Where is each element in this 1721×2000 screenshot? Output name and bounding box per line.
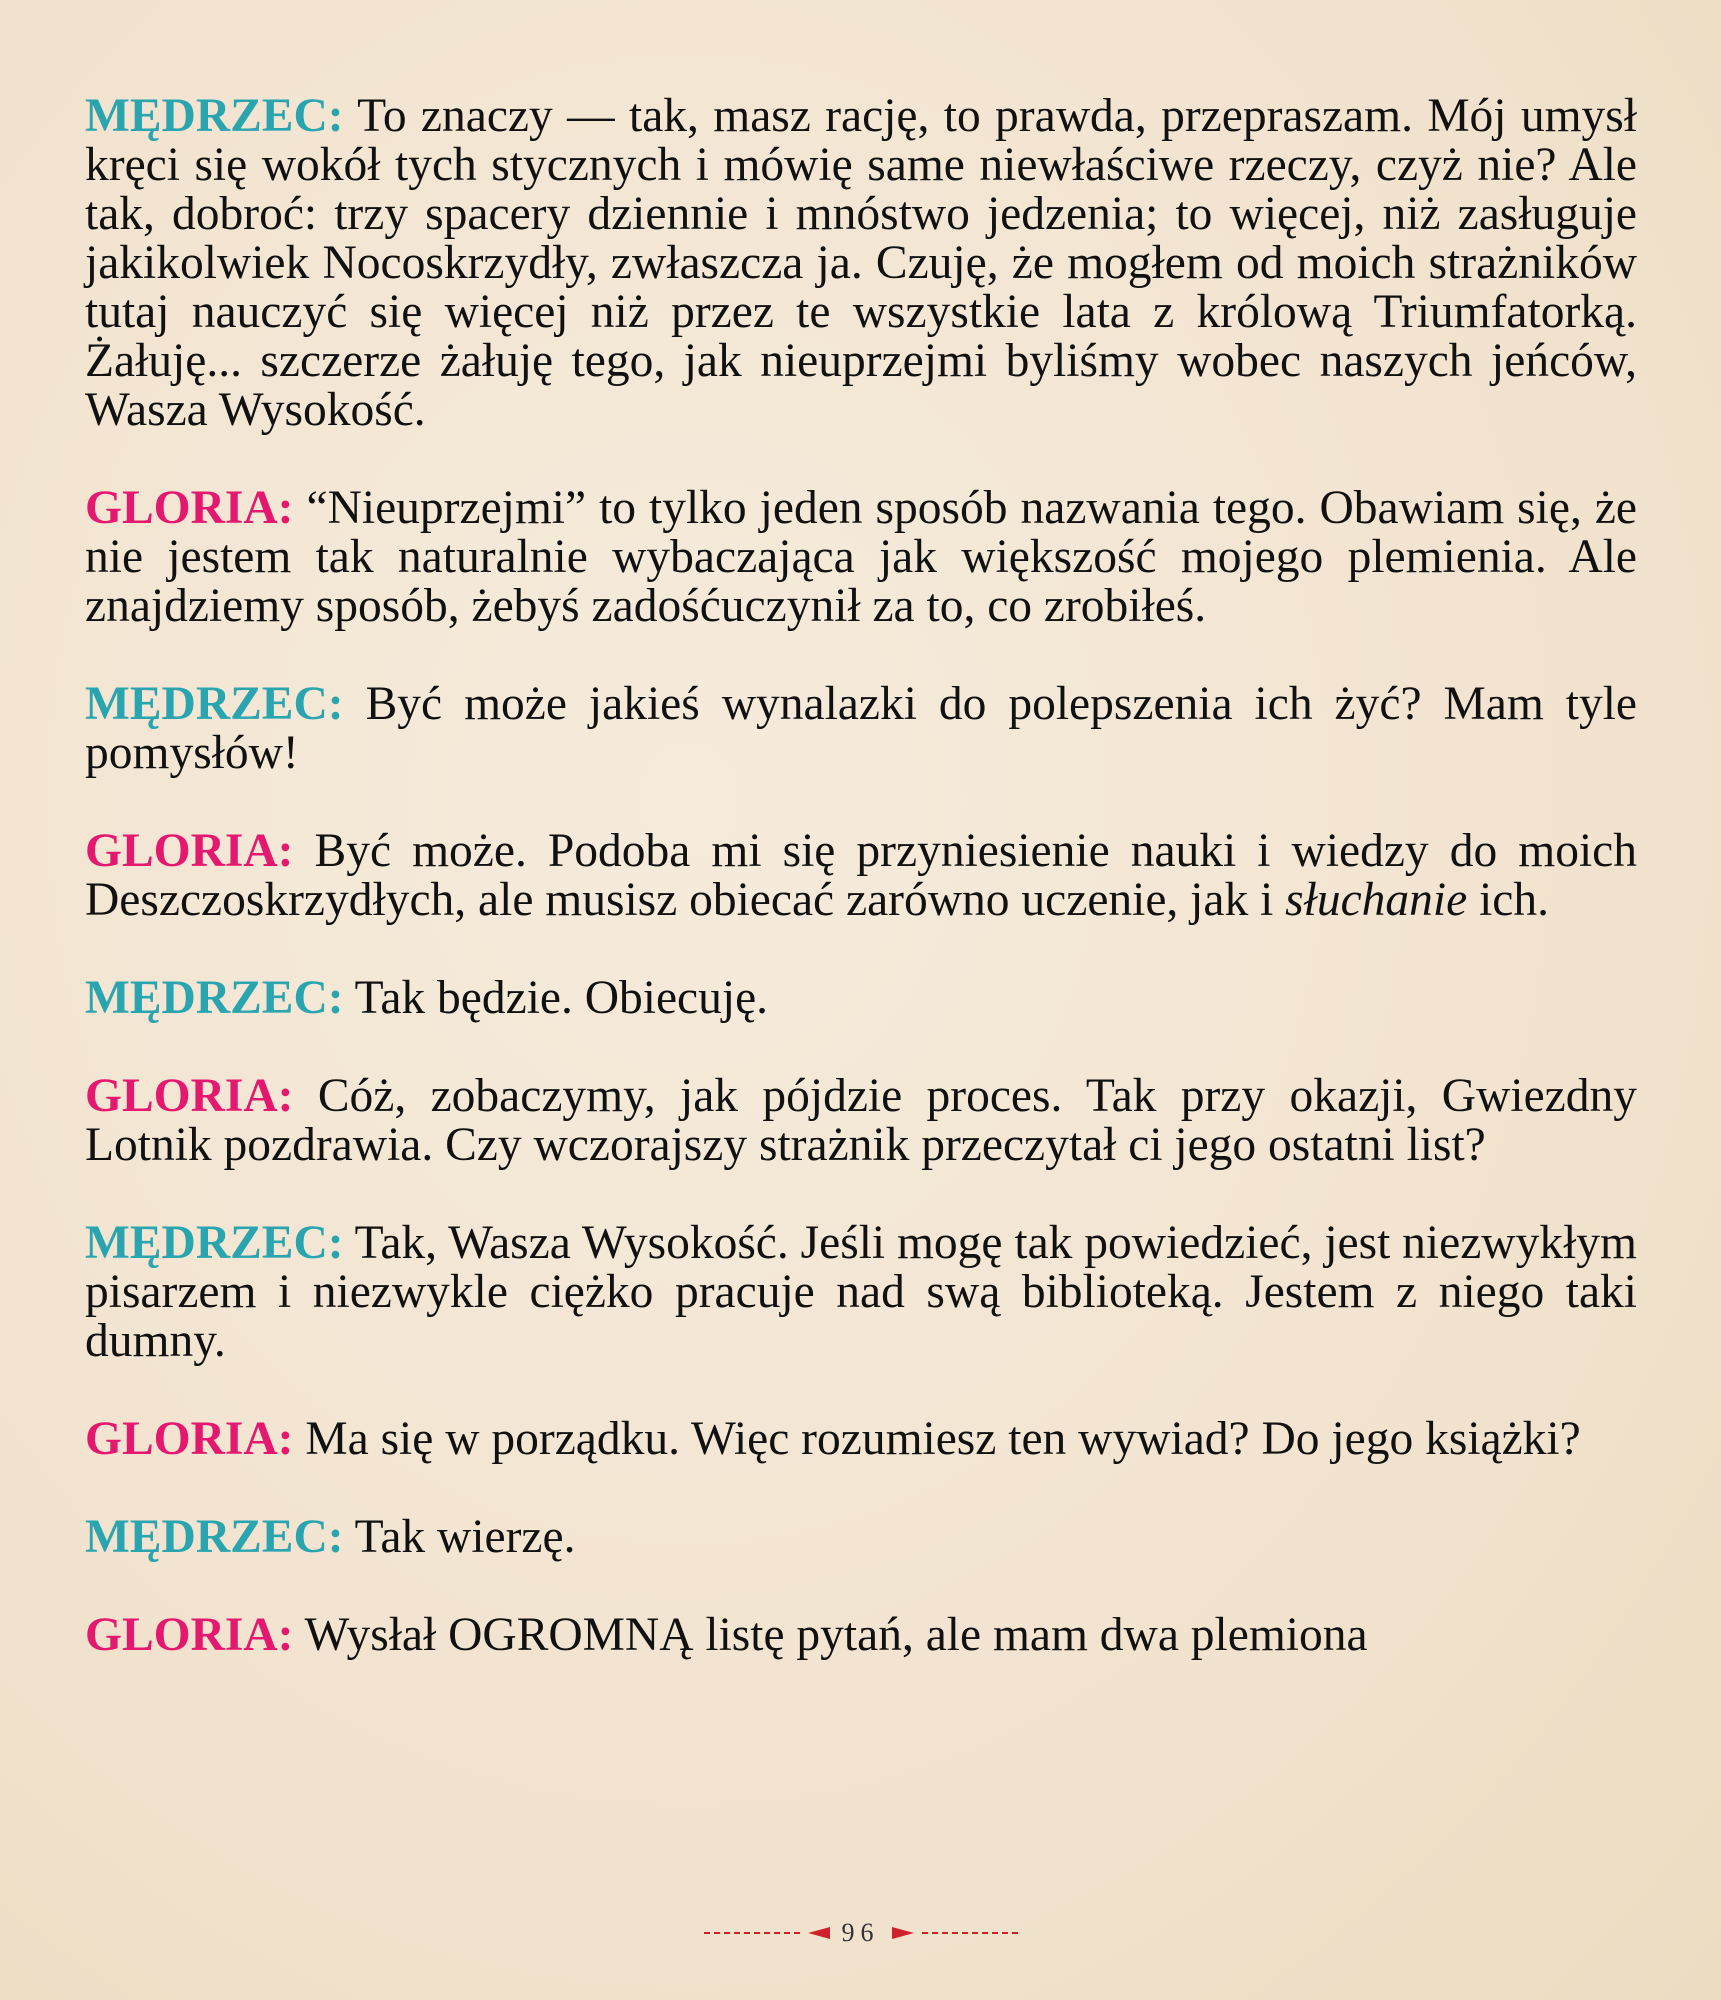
dialogue-text: Być może. Podoba mi się przyniesienie nauki i wiedzy do moich Deszczoskrzydłych, ale musisz obiecać zarówno uczenie, jak i	[85, 825, 1637, 926]
dialogue-text: Ma się w porządku. Więc rozumiesz ten wywiad? Do jego książki?	[293, 1413, 1581, 1465]
speaker-label: GLORIA:	[85, 1609, 294, 1661]
page-body	[85, 92, 1637, 1709]
speaker-label: MĘDRZEC:	[85, 90, 344, 142]
speaker-label: GLORIA:	[85, 482, 294, 534]
dialogue-paragraph	[85, 484, 1637, 631]
dialogue-text: Tak wierzę.	[343, 1511, 576, 1563]
ornament-arrow-right-icon	[892, 1927, 914, 1939]
dialogue-paragraph	[85, 1415, 1637, 1464]
speaker-label: GLORIA:	[85, 825, 294, 877]
dialogue-text: Wysłał OGROMNĄ listę pytań, ale mam dwa plemiona	[293, 1609, 1368, 1661]
dialogue-paragraph	[85, 1072, 1637, 1170]
dialogue-paragraph	[85, 974, 1637, 1023]
dialogue-paragraph	[85, 827, 1637, 925]
dialogue-text: To znaczy — tak, masz rację, to prawda, przepraszam. Mój umysł kręci się wokół tych stycznych i mówię same niewłaściwe rzeczy, czyż nie? Ale tak, dobroć: trzy spacery dziennie i mnóstwo jedzenia; to więcej, niż zasługuje jakikolwiek Nocoskrzydły, zwłaszcza ja. Czuję, że mogłem od moich strażników tutaj nauczyć się więcej niż przez te wszystkie lata z królową Triumfatorką. Żałuję... szczerze żałuję tego, jak nieuprzejmi byliśmy wobec naszych jeńców, Wasza Wysokość.	[85, 90, 1637, 436]
speaker-label: GLORIA:	[85, 1413, 294, 1465]
dialogue-text: “Nieuprzejmi” to tylko jeden sposób nazwania tego. Obawiam się, że nie jestem tak naturalnie wybaczająca jak większość mojego plemienia. Ale znajdziemy sposób, żebyś zadośćuczynił za to, co zrobiłeś.	[85, 482, 1637, 632]
dialogue-text: Być może jakieś wynalazki do polepszenia ich żyć? Mam tyle pomysłów!	[85, 678, 1637, 779]
speaker-label: MĘDRZEC:	[85, 678, 344, 730]
dialogue-paragraph	[85, 680, 1637, 778]
speaker-label: GLORIA:	[85, 1070, 294, 1122]
page-number: 96	[841, 1918, 880, 1947]
ornament-rule-right	[922, 1932, 1018, 1934]
dialogue-text: ich.	[1467, 874, 1549, 926]
speaker-label: MĘDRZEC:	[85, 972, 344, 1024]
ornament-rule-left	[704, 1932, 800, 1934]
speaker-label: MĘDRZEC:	[85, 1511, 344, 1563]
dialogue-text: Cóż, zobaczymy, jak pójdzie proces. Tak przy okazji, Gwiezdny Lotnik pozdrawia. Czy wczorajszy strażnik przeczytał ci jego ostatni list?	[85, 1070, 1637, 1171]
dialogue-text: Tak będzie. Obiecuję.	[343, 972, 769, 1024]
dialogue-paragraph	[85, 1513, 1637, 1562]
page-footer	[0, 1918, 1721, 1948]
emphasis-text: słuchanie	[1285, 874, 1468, 926]
speaker-label: MĘDRZEC:	[85, 1217, 344, 1269]
dialogue-paragraph	[85, 1219, 1637, 1366]
dialogue-text: Tak, Wasza Wysokość. Jeśli mogę tak powiedzieć, jest niezwykłym pisarzem i niezwykle ciężko pracuje nad swą biblioteką. Jestem z niego taki dumny.	[85, 1217, 1637, 1367]
dialogue-paragraph	[85, 1611, 1637, 1660]
ornament-arrow-left-icon	[808, 1927, 830, 1939]
dialogue-paragraph	[85, 92, 1637, 435]
